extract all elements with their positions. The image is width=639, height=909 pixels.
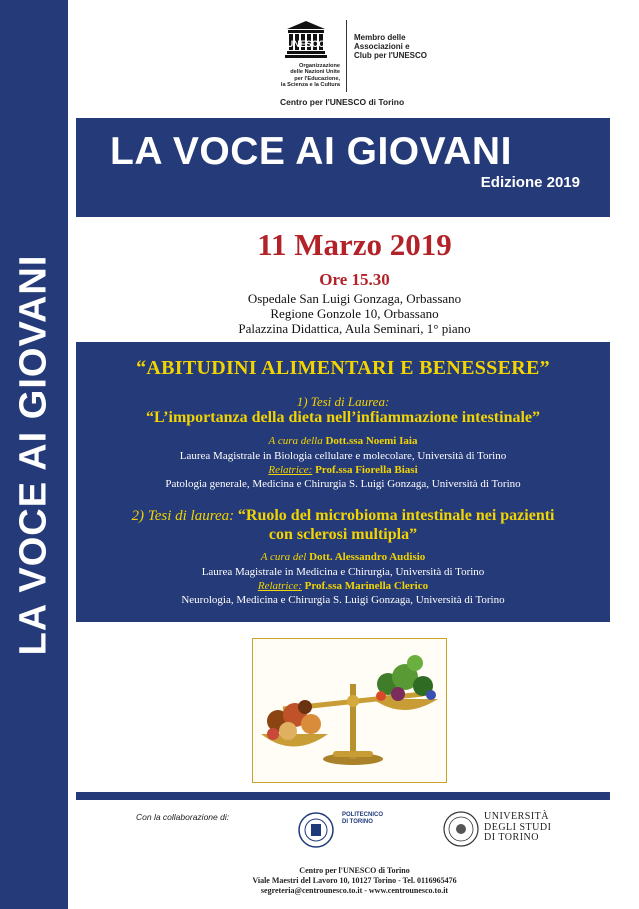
bottom-band	[76, 792, 610, 800]
polito-name	[342, 812, 383, 826]
sidebar-band	[0, 0, 68, 909]
footer-address: Viale Maestri del Lavoro 10, 10127 Torino - Tel. 0116965476	[252, 876, 457, 885]
author-name: Dott. Alessandro Audisio	[309, 551, 426, 563]
unito-name	[484, 812, 551, 844]
collaboration-label: Con la collaborazione di:	[136, 812, 230, 822]
unito-line: DI TORINO	[484, 832, 539, 843]
unesco-caption-line: delle Nazioni Unite	[290, 69, 340, 76]
page-title: LA VOCE AI GIOVANI	[110, 130, 512, 173]
thesis2-label: 2) Tesi di laurea:	[131, 508, 235, 524]
polito-seal-icon	[296, 811, 336, 849]
membership-line: Club per l'UNESCO	[354, 51, 428, 60]
author-name: Dott.ssa Noemi Iaia	[325, 435, 418, 447]
thesis2-heading	[76, 507, 610, 525]
event-date: 11 Marzo 2019	[257, 227, 452, 262]
edition-label: Edizione 2019	[480, 174, 580, 191]
unesco-caption-line: Organizzazione	[298, 63, 340, 69]
polito-line: POLITECNICO	[342, 812, 384, 818]
supervisor-name: Prof.ssa Fiorella Biasi	[315, 464, 418, 476]
thesis2-title-line2: con sclerosi multipla”	[268, 526, 418, 543]
curated-label: A cura della	[268, 435, 323, 447]
centro-header: Centro per l'UNESCO di Torino	[280, 97, 405, 107]
thesis2-degree: Laurea Magistrale in Medicina e Chirurgia, Università di Torino	[201, 566, 485, 578]
membership-line: Associazioni e	[354, 42, 410, 51]
unesco-logo-text: UNESCO	[286, 39, 326, 49]
thesis2-title-line1: “Ruolo del microbioma intestinale nei pazienti	[237, 507, 555, 524]
thesis1-dept: Patologia generale, Medicina e Chirurgia S. Luigi Gonzaga, Università di Torino	[165, 478, 521, 490]
event-time: Ore 15.30	[319, 270, 390, 289]
thesis1-label	[76, 394, 610, 410]
food-balance-illustration	[252, 638, 447, 783]
footer-name: Centro per l'UNESCO di Torino	[299, 866, 410, 875]
unesco-logo	[280, 20, 340, 88]
thesis1-label-text: 1) Tesi di Laurea:	[296, 394, 390, 409]
unesco-caption-line: per l'Educazione,	[294, 75, 340, 82]
thesis1-supervisor	[76, 464, 610, 476]
thesis1-degree: Laurea Magistrale in Biologia cellulare e molecolare, Università di Torino	[179, 450, 507, 462]
supervisor-name: Prof.ssa Marinella Clerico	[304, 580, 429, 592]
title-box	[76, 118, 610, 217]
unito-line: DEGLI STUDI	[484, 821, 552, 833]
program-box	[76, 342, 610, 622]
thesis2-dept: Neurologia, Medicina e Chirurgia S. Luigi Gonzaga, Università di Torino	[181, 594, 505, 606]
thesis1-author	[76, 435, 610, 447]
theme-title: “ABITUDINI ALIMENTARI E BENESSERE”	[136, 357, 550, 379]
thesis1-title: “L’importanza della dieta nell’infiammazione intestinale”	[145, 409, 541, 426]
unesco-caption-line: la Scienza e la Cultura	[280, 81, 340, 88]
thesis2-supervisor	[76, 580, 610, 592]
footer-contact: segreteria@centrounesco.to.it - www.centrounesco.to.it	[260, 886, 449, 895]
curated-label: A cura del	[260, 551, 307, 563]
polito-line: DI TORINO	[342, 819, 373, 825]
unito-line: UNIVERSITÀ	[484, 811, 549, 822]
event-address-line: Palazzina Didattica, Aula Seminari, 1° piano	[238, 321, 471, 336]
membership-line: Membro delle	[354, 33, 406, 42]
event-address-line: Ospedale San Luigi Gonzaga, Orbassano	[247, 291, 462, 306]
unito-seal-icon	[442, 809, 480, 849]
sidebar-vertical-title: LA VOCE AI GIOVANI	[12, 254, 55, 656]
supervisor-label: Relatrice:	[257, 580, 302, 592]
thesis2-author	[76, 551, 610, 563]
unesco-caption	[265, 63, 340, 88]
supervisor-label: Relatrice:	[268, 464, 313, 476]
balance-scale-icon	[253, 639, 446, 782]
unesco-temple-icon	[285, 20, 327, 58]
event-address-line: Regione Gonzole 10, Orbassano	[270, 306, 439, 321]
header-divider	[346, 20, 347, 92]
membership-text	[354, 33, 427, 60]
